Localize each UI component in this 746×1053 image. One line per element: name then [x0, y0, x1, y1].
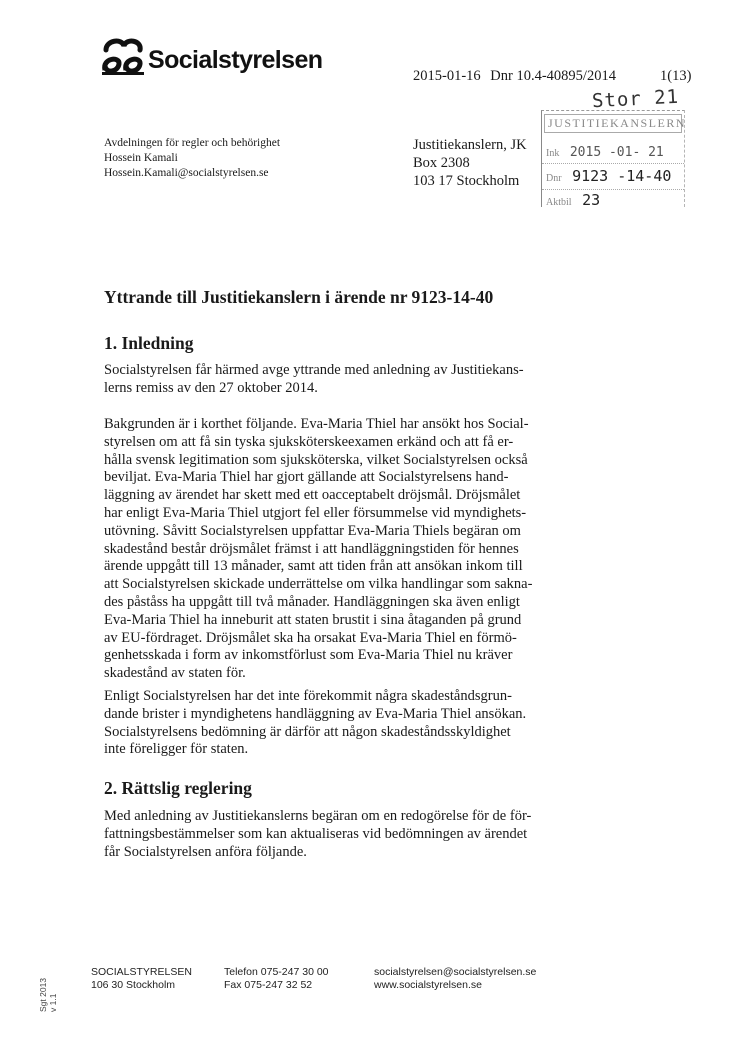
- recipient-box: Box 2308: [413, 155, 470, 171]
- stamp-dnr-label: Dnr: [546, 173, 562, 184]
- footer-organization: SOCIALSTYRELSEN 106 30 Stockholm: [91, 966, 192, 991]
- stamp-inkom-row: [546, 145, 664, 160]
- sender-email: Hossein.Kamali@socialstyrelsen.se: [104, 167, 269, 179]
- socialstyrelsen-logo-icon: [100, 36, 146, 76]
- received-stamp: [541, 110, 685, 207]
- stamp-inkom-value: 2015 -01- 21: [569, 145, 664, 160]
- footer-email: socialstyrelsen@socialstyrelsen.se: [374, 966, 537, 978]
- document-title: Yttrande till Justitiekanslern i ärende nr 9123-14-40: [104, 287, 494, 307]
- recipient-city: 103 17 Stockholm: [413, 173, 520, 189]
- page-number: 1(13): [660, 68, 692, 84]
- document-date: 2015-01-16: [413, 68, 481, 84]
- section-heading-inledning: 1. Inledning: [104, 333, 194, 353]
- document-reference: Dnr 10.4-40895/2014: [490, 68, 616, 84]
- stamp-title: JUSTITIEKANSLERN: [544, 114, 682, 133]
- stamp-dnr-row: [546, 167, 671, 185]
- sender-name: Hossein Kamali: [104, 152, 178, 164]
- stamp-dnr-value: 9123 -14-40: [572, 167, 672, 185]
- stamp-inkom-label: Ink: [546, 148, 560, 159]
- stamp-aktbil-value: 23: [582, 191, 601, 209]
- document-meta: [413, 68, 616, 85]
- recipient-name: Justitiekanslern, JK: [413, 137, 527, 153]
- footer-phone: Telefon 075-247 30 00 Fax 075-247 32 52: [224, 966, 329, 991]
- stamp-aktbil-row: [546, 191, 600, 209]
- paragraph: Bakgrunden är i korthet följande. Eva-Maria Thiel har ansökt hos Social- styrelsen om att få sin tyska sjuksköterskeexamen erkänd och att få er- hålla svensk legitimation som sjuksköterska, vilket Socialstyrelsen också beviljat. Eva-Maria Thiel har gjort gällande att Socialstyrelsens hand- läggning av ärendet har skett med ett oacceptabelt dröjsmål. Dröjsmålet har enligt Eva-Maria Thiel utgjort fel eller försummelse vid myndighets- utövning. Såvitt Socialstyrelsen uppfattar Eva-Maria Thiels begäran om skadestånd består dröjsmålet främst i att handläggningstiden för hennes ärende uppgått till 13 månader, samt att tiden från att ansökan inkom till att Socialstyrelsen skickade underrättelse om vilka handlingar som sakna- des påståss ha uppgått till två månader. Handläggningen ska även enligt Eva-Maria Thiel ha inneburit att staten brustit i sina åtaganden på grund av EU-fördraget. Dröjsmålet ska ha orsakat Eva-Maria Thiel en förmö- genhetsskada i form av inkomstförlust som Eva-Maria Thiel nu kräver skadestånd av staten för.: [104, 416, 533, 682]
- paragraph: Socialstyrelsen får härmed avge yttrande med anledning av Justitiekans- lerns remiss av den 27 oktober 2014.: [104, 362, 524, 396]
- paragraph: Enligt Socialstyrelsen har det inte förekommit några skadeståndsgrun- dande brister i myndighetens handläggning av Eva-Maria Thiel ansökan. Socialstyrelsens bedömning är därför att någon skadeståndsskyldighet inte föreligger för staten.: [104, 688, 527, 758]
- recipient-block: [413, 136, 527, 190]
- section-heading-rattslig-reglering: 2. Rättslig reglering: [104, 778, 252, 798]
- footer-website: www.socialstyrelsen.se: [374, 978, 482, 991]
- handwritten-note: Stor 21: [591, 85, 680, 113]
- sender-block: [104, 136, 280, 181]
- logo-wordmark: Socialstyrelsen: [148, 46, 323, 74]
- sender-department: Avdelningen för regler och behörighet: [104, 137, 281, 149]
- paragraph: Med anledning av Justitiekanslerns begäran om en redogörelse för de för- fattningsbestämmelser som kan aktualiseras vid bedömningen av ärendet får Socialstyrelsen anföra följande.: [104, 808, 532, 860]
- socialstyrelsen-logo: [100, 36, 322, 76]
- footer-contact: [374, 966, 536, 991]
- footer-template-version: Sgt 2013 v 1.1: [38, 977, 58, 1012]
- stamp-aktbil-label: Aktbil: [546, 197, 572, 208]
